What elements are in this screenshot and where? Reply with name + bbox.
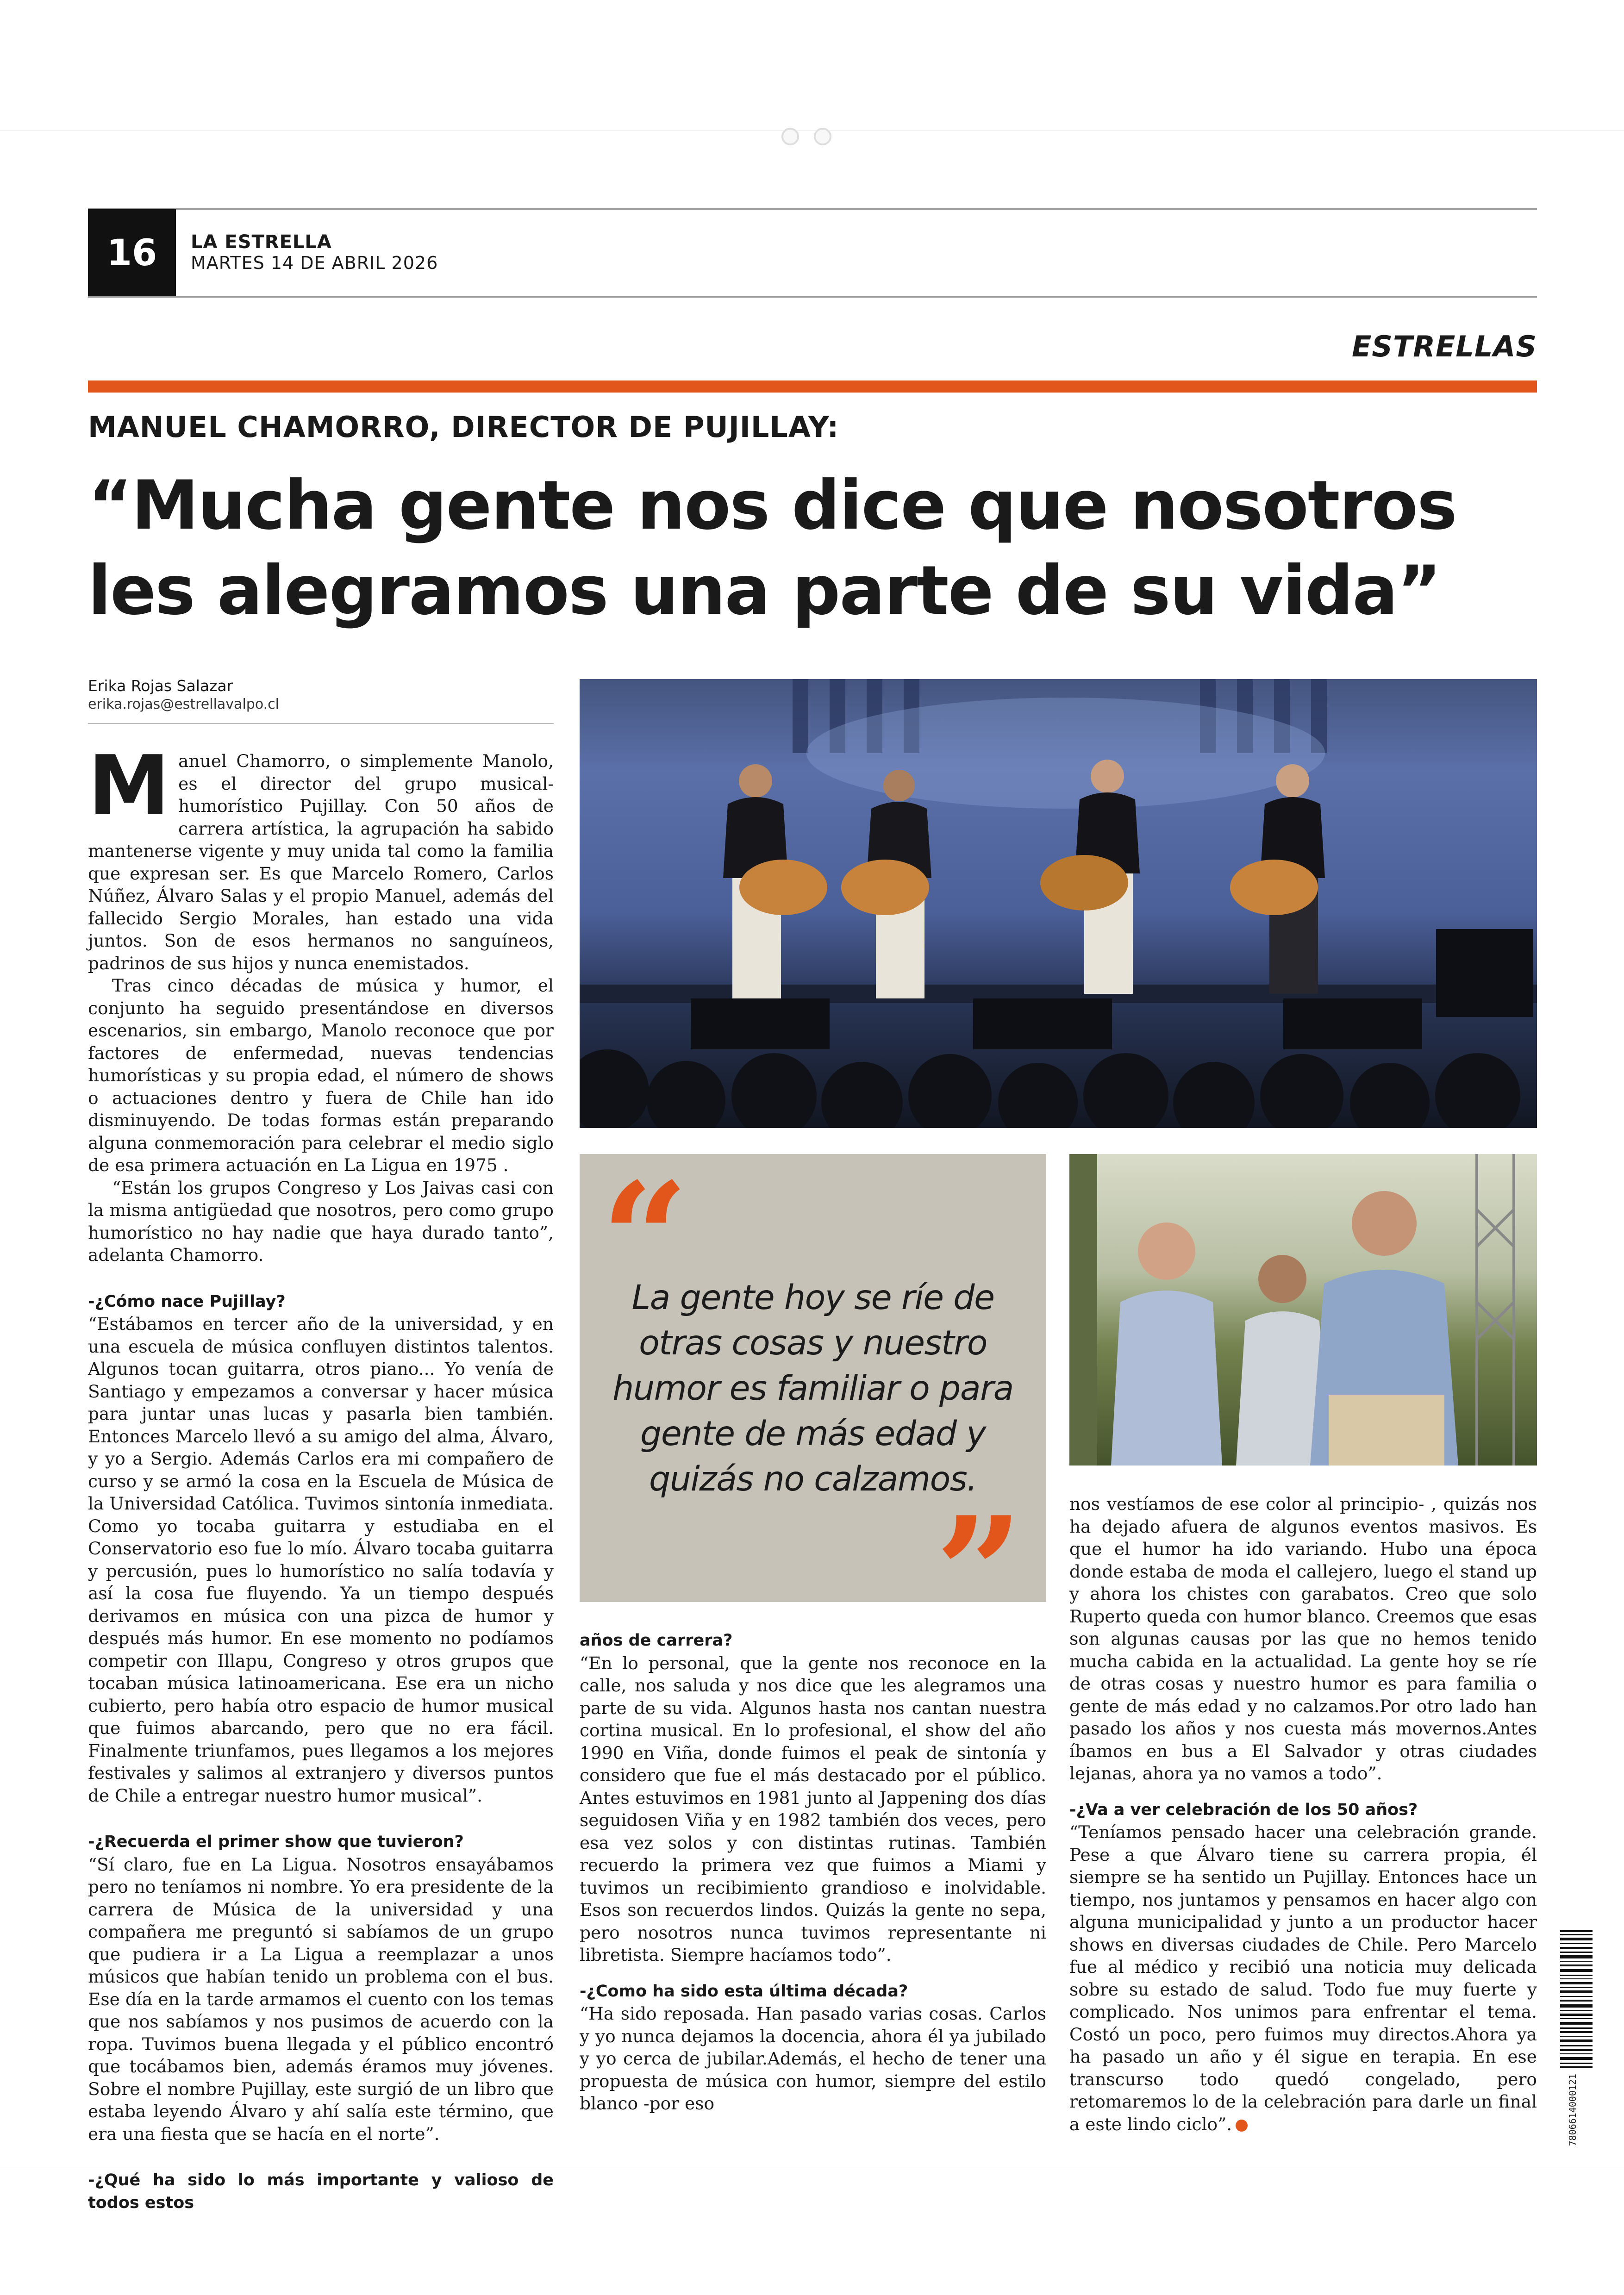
- intro-paragraph: Tras cinco décadas de música y humor, el conjunto ha seguido presentándose en diversos escenarios, sin embargo, Manolo reconoce que por factores de enfermedad, nuevas tendencias humorísticas y su propia edad, el número de shows o actuaciones dentro y fuera de Chile han ido disminuyendo. De todas formas están preparando alguna conmemoración para celebrar el medio siglo de esa primera actuación en La Ligua en 1975 .: [88, 975, 554, 1175]
- interview-question: -¿Recuerda el primer show que tuvieron?: [88, 1833, 464, 1851]
- intro-paragraph: “Están los grupos Congreso y Los Jaivas casi con la misma antigüedad que nosotros, pero como grupo humorístico no hay nadie que haya durado tanto”, adelanta Chamorro.: [88, 1177, 554, 1265]
- header-bottom-rule: [88, 296, 1537, 298]
- interview-question: -¿Va a ver celebración de los 50 años?: [1069, 1800, 1418, 1819]
- drop-cap: M: [88, 738, 170, 834]
- page-number: 16: [88, 209, 176, 297]
- interview-answer: “Teníamos pensado hacer una celebración grande. Pese a que Álvaro tiene su carrera propia, él siempre se ha sentido un Pujillay. Entonces hace un tiempo, nos juntamos y pensamos en hacer algo con alguna municipalidad y junto a un productor hacer shows en diversas ciudades de Chile. Pero Marcelo fue al médico y recibió una noticia muy delicada sobre su estado de salud. Todo fue muy fuerte y complicado. Nos unimos para enfrentar el tema. Costó un poco, pero fuimos muy directos.Ahora ya ha pasado un año y él sigue en terapia. En ese transcurso todo quedó congelado, pero retomaremos lo de la celebración para darle un final a este lindo ciclo”.: [1069, 1822, 1537, 2134]
- header-top-rule: [88, 208, 1537, 210]
- article-column-1: [88, 738, 554, 2214]
- pager-dot-icon[interactable]: [781, 128, 799, 145]
- publication-date: MARTES 14 DE ABRIL 2026: [191, 253, 438, 273]
- interview-question: -¿Como ha sido esta última década?: [580, 1982, 908, 2001]
- close-quote-icon: ”: [935, 1483, 1023, 1663]
- headline-line: les alegramos una parte de su vida”: [88, 551, 1441, 630]
- stage-photo-illustration: [580, 679, 1537, 1128]
- end-mark-icon: [1236, 2120, 1248, 2132]
- stage-concert-photo: [580, 679, 1537, 1128]
- newspaper-name: LA ESTRELLA: [191, 231, 332, 253]
- byline-author: Erika Rojas Salazar: [88, 677, 233, 695]
- barcode-icon: [1560, 1930, 1593, 2069]
- interview-question: -¿Qué ha sido lo más importante y valioso de todos estos: [88, 2171, 554, 2212]
- article-column-3: [1069, 1493, 1537, 2135]
- interview-question: -¿Cómo nace Pujillay?: [88, 1292, 286, 1311]
- page-pager[interactable]: [781, 128, 831, 145]
- interview-answer: nos vestíamos de ese color al principio- , quizás nos ha dejado afuera de algunos eventos masivos. Es que el humor ha ido variando. Hubo una época donde estaba de moda el callejero, luego el stand up y ahora los chistes con garabatos. Creo que solo Ruperto queda con humor blanco. Creemos que esas son algunas causas por las que no hemos tenido mucha cabida en la actualidad. La gente hoy se ríe de otras cosas y nuestro humor es para familia o gente de más edad y no calzamos.Por otro lado han pasado los años y nos cuesta más movernos.Antes íbamos en bus a El Salvador y otras ciudades lejanas, ahora ya no vamos a todo”.: [1069, 1494, 1537, 1784]
- pager-dot-icon[interactable]: [814, 128, 831, 145]
- group-photo-illustration: [1069, 1154, 1537, 1466]
- byline-divider: [88, 723, 554, 724]
- open-quote-icon: “: [601, 1149, 689, 1328]
- article-kicker: MANUEL CHAMORRO, DIRECTOR DE PUJILLAY:: [88, 410, 839, 444]
- interview-question: años de carrera?: [580, 1631, 733, 1650]
- intro-paragraph: anuel Chamorro, o simplemente Manolo, es el director del grupo musical-humorístico Pujillay. Con 50 años de carrera artística, la agrupación ha sabido mantenerse vigente y muy unida tal como la familia que expresan ser. Es que Marcelo Romero, Carlos Núñez, Álvaro Salas y el propio Manuel, además del fallecido Sergio Morales, han estado una vida juntos. Son de esos hermanos no sanguíneos, padrinos de sus hijos y nunca enemistados.: [88, 751, 554, 973]
- pull-quote-text: La gente hoy se ríe de otras cosas y nuestro humor es familiar o para gente de más edad y quizás no calzamos.: [612, 1278, 1013, 1499]
- section-accent-bar: [88, 380, 1537, 393]
- group-outdoor-photo: [1069, 1154, 1537, 1466]
- interview-answer: “Sí claro, fue en La Ligua. Nosotros ensayábamos pero no teníamos ni nombre. Yo era presidente de la carrera de Música de la universidad y una compañera me preguntó si sabíamos de un grupo que pudiera ir a La Ligua a reemplazar a unos músicos que habían tenido un problema con el bus. Ese día en la tarde armamos el cuento con los temas que nos sabíamos y nos pusimos de acuerdo con la ropa. Tuvimos buena llegada y el público encontró que tocábamos bien, además éramos muy jóvenes. Sobre el nombre Pujillay, este surgió de un libro que estaba leyendo Álvaro y ahí salía este término, que era una fiesta que se hacía en el norte”.: [88, 1854, 554, 2144]
- interview-answer: “Ha sido reposada. Han pasado varias cosas. Carlos y yo nunca dejamos la docencia, ahora él ya jubilado y yo cerca de jubilar.Además, el hecho de tener una propuesta de música con humor, siempre del estilo blanco -por eso: [580, 2003, 1046, 2114]
- byline-email[interactable]: erika.rojas@estrellavalpo.cl: [88, 696, 280, 712]
- interview-answer: “Estábamos en tercer año de la universidad, y en una escuela de música confluyen distintos talentos. Algunos tocan guitarra, otros piano... Yo venía de Santiago y empezamos a conversar y hacer música para juntar unas lucas y pasarla bien también. Entonces Marcelo llevó a su amigo del alma, Álvaro, y yo a Sergio. Además Carlos era mi compañero de curso y se armó la cosa en la Escuela de Música de la Universidad Católica. Tuvimos sintonía inmediata. Como yo tocaba guitarra y estudiaba en el Conservatorio eso fue lo mío. Álvaro tocaba guitarra y percusión, pues lo humorístico no salía todavía y así la cosa fue fluyendo. Ya un tiempo después derivamos en música con una pizca de humor y después más humor. En ese momento no podíamos competir con Illapu, Congreso y otros grupos que tocaban música latinoamericana. Ese era un nicho cubierto, pero había otro espacio de humor musical que fuimos abarcando, pero que no era fácil. Finalmente triunfamos, pues llegamos a los mejores festivales y salimos al extranjero y diversos puntos de Chile a entregar nuestro humor musical”.: [88, 1314, 554, 1806]
- article-column-2: [580, 1629, 1046, 2115]
- interview-answer: “En lo personal, que la gente nos reconoce en la calle, nos saluda y nos dice que les alegramos una parte de su vida. Algunos hasta nos cantan nuestra cortina musical. En lo profesional, el show del año 1990 en Viña, donde fuimos el peak de sintonía y considero que fue el más destacado por el público. Antes estuvimos en 1981 junto al Jappening dos días seguidosen Viña y en 1982 también dos veces, pero esa vez solos y con distintas rutinas. También recuerdo la primera vez que fuimos a Miami y tuvimos un recibimiento grandioso e inolvidable. Esos son recuerdos lindos. Quizás la gente no sepa, pero nosotros nunca tuvimos representante ni libretista. Siempre hacíamos todo”.: [580, 1653, 1046, 1965]
- article-headline: [88, 463, 1523, 633]
- headline-line: “Mucha gente nos dice que nosotros: [88, 466, 1456, 545]
- barcode-number: 7806614000121: [1567, 2074, 1578, 2146]
- section-title: ESTRELLAS: [1351, 330, 1537, 363]
